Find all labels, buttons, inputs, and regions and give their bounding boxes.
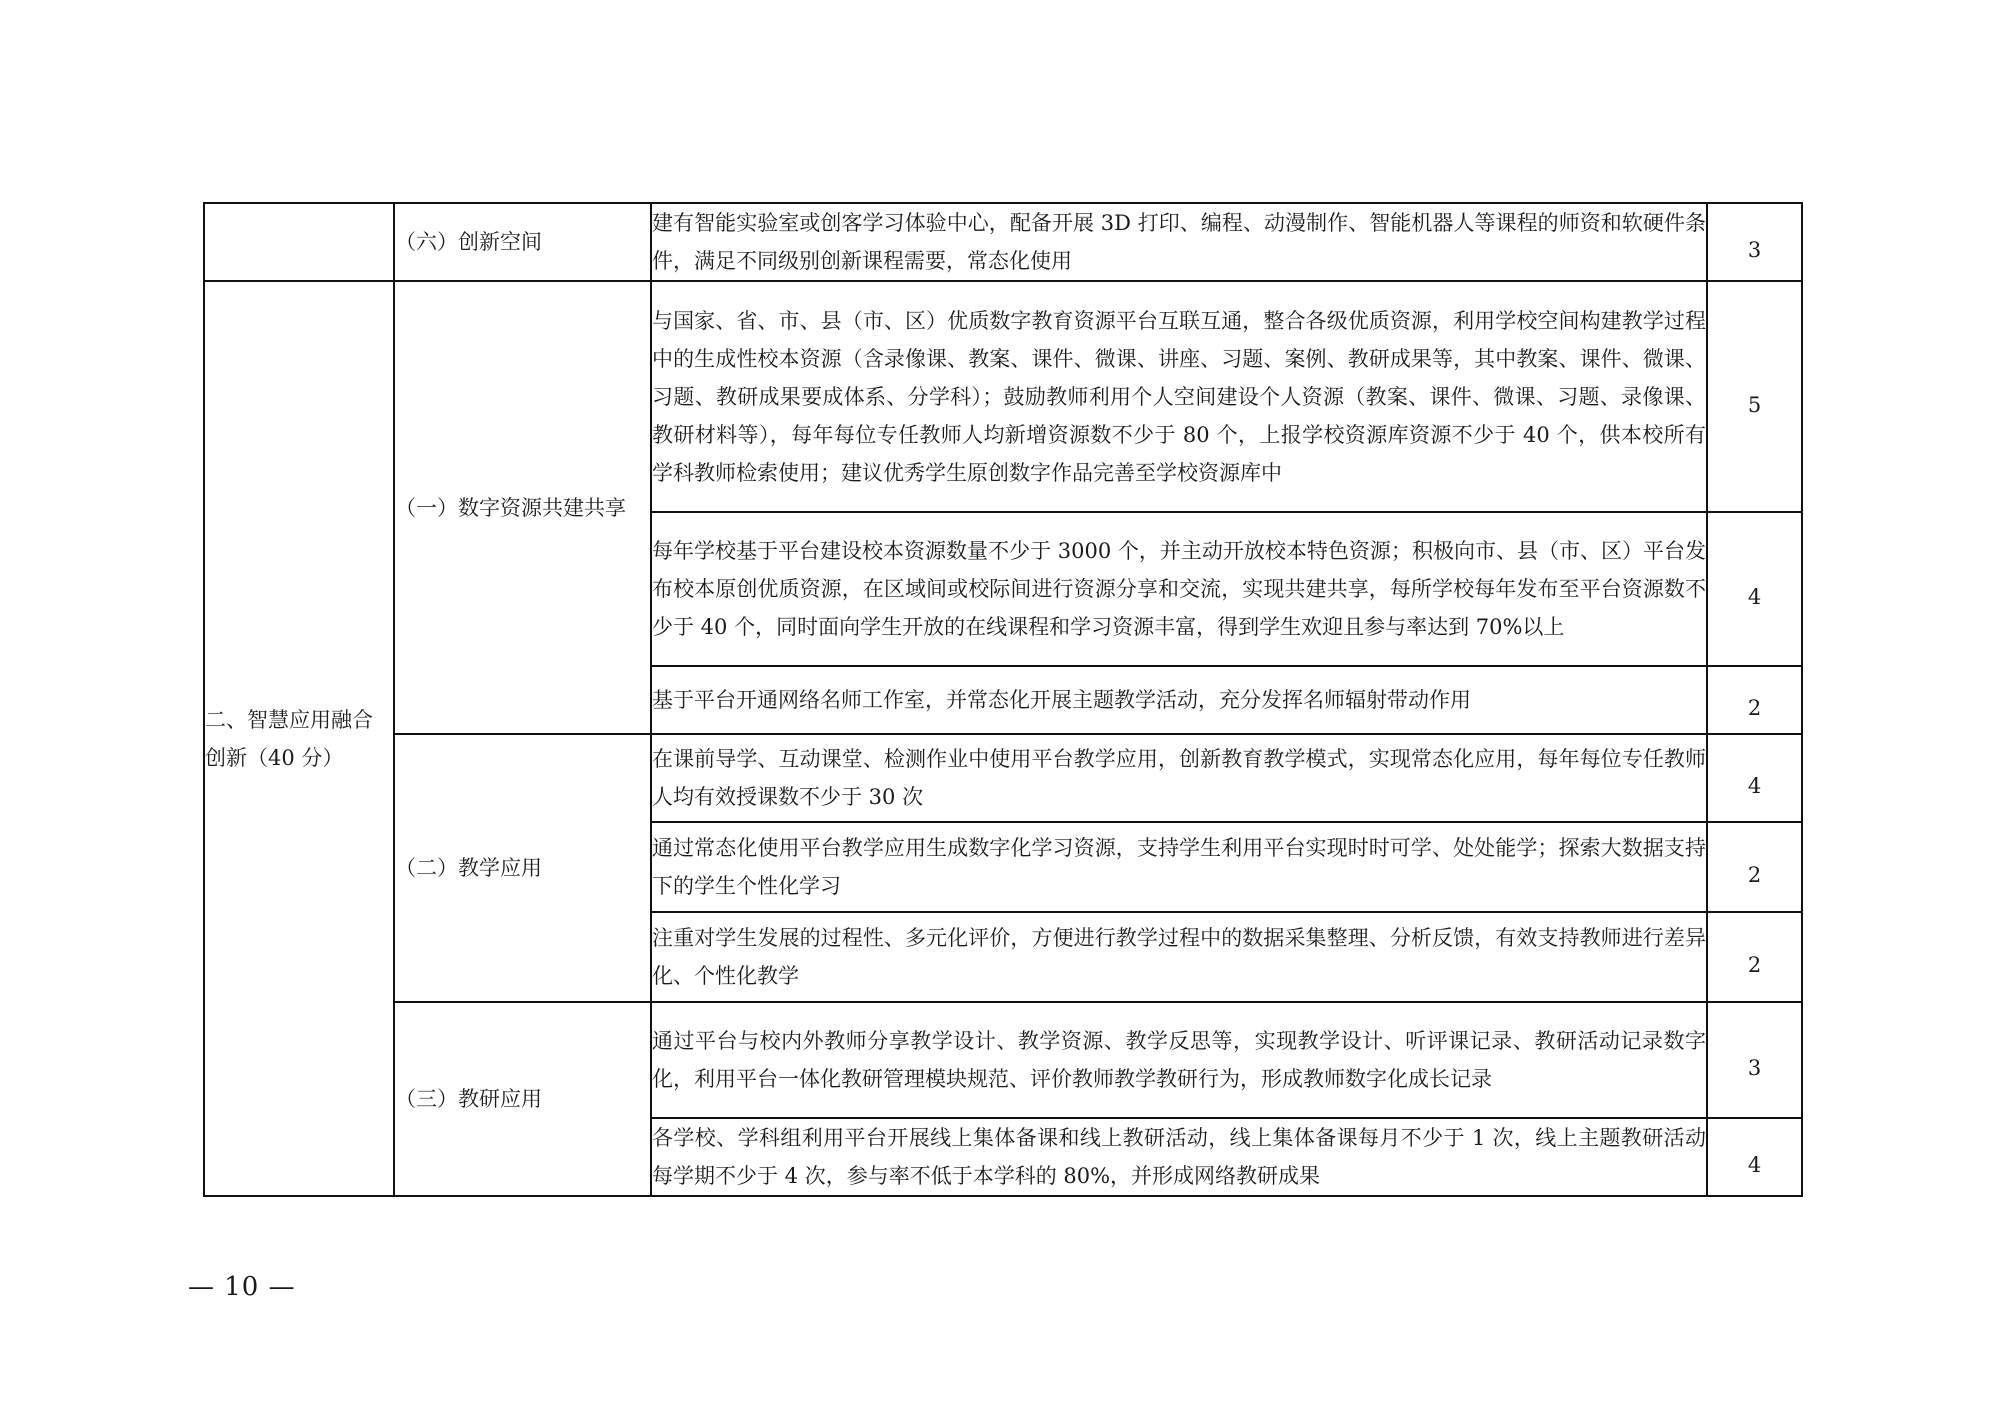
requirement-cell xyxy=(651,512,1707,666)
table-row xyxy=(204,203,1802,281)
score-value: 4 xyxy=(1747,774,1762,798)
score-cell xyxy=(1707,912,1802,1002)
requirement-text: 建有智能实验室或创客学习体验中心，配备开展 3D 打印、编程、动漫制作、智能机器人等课程的师资和软硬件条件，满足不同级别创新课程需要，常态化使用 xyxy=(652,211,1706,273)
table-row xyxy=(204,734,1802,822)
score-cell xyxy=(1707,666,1802,734)
score-cell xyxy=(1707,1002,1802,1118)
evaluation-table xyxy=(203,202,1803,1197)
category-cell-empty xyxy=(204,203,394,281)
subcategory-cell: （三）教研应用 xyxy=(394,1002,651,1196)
requirement-cell xyxy=(651,822,1707,912)
requirement-cell xyxy=(651,203,1707,281)
score-value: 4 xyxy=(1747,585,1762,609)
score-value: 2 xyxy=(1747,863,1762,887)
requirement-cell xyxy=(651,281,1707,512)
requirement-text: 注重对学生发展的过程性、多元化评价，方便进行教学过程中的数据采集整理、分析反馈，有效支持教师进行差异化、个性化教学 xyxy=(652,926,1706,988)
subcategory-cell: （一）数字资源共建共享 xyxy=(394,281,651,734)
table-row xyxy=(204,1002,1802,1118)
subcategory-cell: （二）教学应用 xyxy=(394,734,651,1002)
score-value: 4 xyxy=(1747,1153,1762,1177)
score-value: 5 xyxy=(1747,392,1762,417)
requirement-text: 在课前导学、互动课堂、检测作业中使用平台教学应用，创新教育教学模式，实现常态化应用，每年每位专任教师人均有效授课数不少于 30 次 xyxy=(652,747,1706,809)
requirement-text: 各学校、学科组利用平台开展线上集体备课和线上教研活动，线上集体备课每月不少于 1 次，线上主题教研活动每学期不少于 4 次，参与率不低于本学科的 80%，并形成网络教研成果 xyxy=(652,1126,1706,1188)
requirement-text: 通过平台与校内外教师分享教学设计、教学资源、教学反思等，实现教学设计、听评课记录、教研活动记录数字化，利用平台一体化教研管理模块规范、评价教师教学教研行为，形成教师数字化成长记录 xyxy=(652,1029,1706,1091)
requirement-cell xyxy=(651,666,1707,734)
requirement-text: 通过常态化使用平台教学应用生成数字化学习资源，支持学生利用平台实现时时可学、处处能学；探索大数据支持下的学生个性化学习 xyxy=(652,836,1706,898)
category-cell: 二、智慧应用融合创新（40 分） xyxy=(204,281,394,1196)
requirement-text: 与国家、省、市、县（市、区）优质数字教育资源平台互联互通，整合各级优质资源，利用学校空间构建教学过程中的生成性校本资源（含录像课、教案、课件、微课、讲座、习题、案例、教研成果等，其中教案、课件、微课、习题、教研成果要成体系、分学科）；鼓励教师利用个人空间建设个人资源（教案、课件、微课、习题、录像课、教研材料等），每年每位专任教师人均新增资源数不少于 80 个，上报学校资源库资源不少于 40 个，供本校所有学科教师检索使用；建议优秀学生原创数字作品完善至学校资源库中 xyxy=(652,308,1706,485)
requirement-cell xyxy=(651,1002,1707,1118)
score-value: 2 xyxy=(1747,953,1762,977)
score-cell xyxy=(1707,512,1802,666)
page-number: — 10 — xyxy=(188,1272,296,1302)
score-value: 2 xyxy=(1747,696,1762,720)
requirement-cell xyxy=(651,912,1707,1002)
score-cell xyxy=(1707,734,1802,822)
score-cell xyxy=(1707,203,1802,281)
score-cell xyxy=(1707,281,1802,512)
requirement-text: 基于平台开通网络名师工作室，并常态化开展主题教学活动，充分发挥名师辐射带动作用 xyxy=(652,688,1471,712)
requirement-text: 每年学校基于平台建设校本资源数量不少于 3000 个，并主动开放校本特色资源；积极向市、县（市、区）平台发布校本原创优质资源，在区域间或校际间进行资源分享和交流，实现共建共享，每所学校每年发布至平台资源数不少于 40 个，同时面向学生开放的在线课程和学习资源丰富，得到学生欢迎且参与率达到 70%以上 xyxy=(652,539,1706,639)
score-value: 3 xyxy=(1747,238,1762,262)
score-cell xyxy=(1707,822,1802,912)
requirement-cell xyxy=(651,734,1707,822)
requirement-cell xyxy=(651,1118,1707,1196)
score-value: 3 xyxy=(1747,1056,1762,1080)
score-cell xyxy=(1707,1118,1802,1196)
subcategory-cell: （六）创新空间 xyxy=(394,203,651,281)
table-row xyxy=(204,281,1802,512)
